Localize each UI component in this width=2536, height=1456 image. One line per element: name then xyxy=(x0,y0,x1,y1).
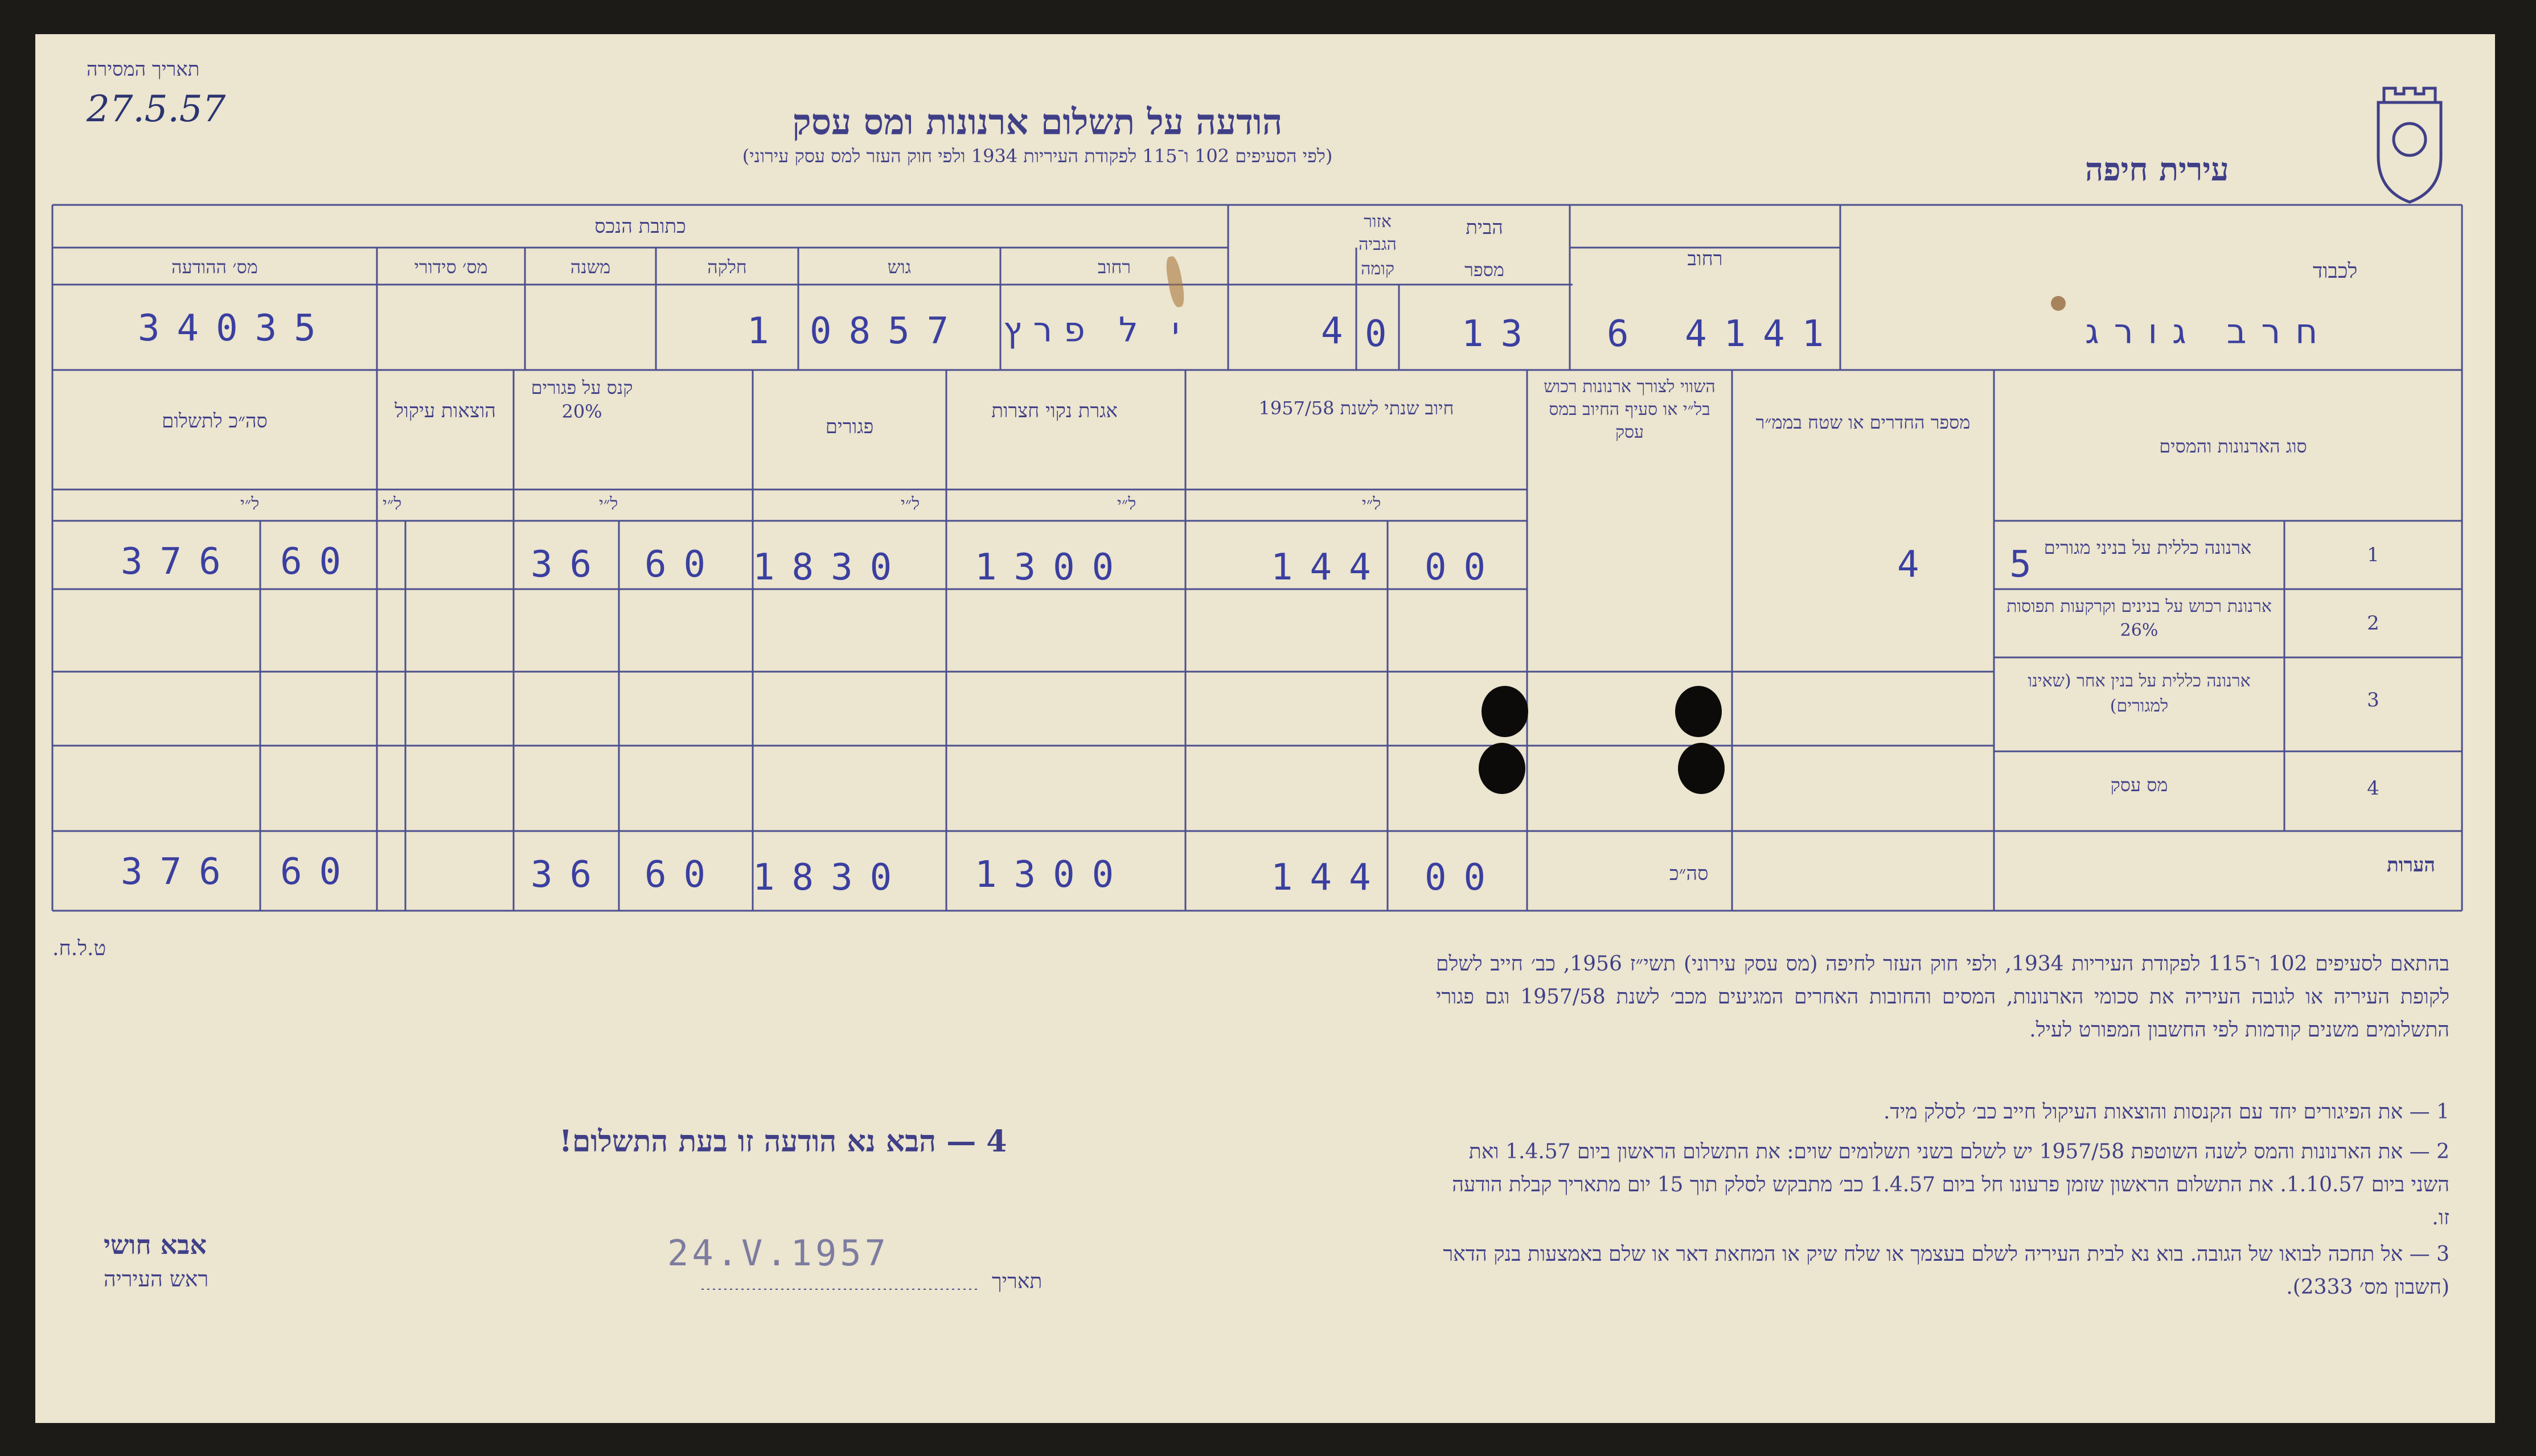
zone-value: 4 xyxy=(1321,310,1360,352)
notice-no-label: מס׳ ההודעה xyxy=(171,256,258,278)
punch-hole xyxy=(1482,686,1528,737)
row1-total-lp: 376 xyxy=(121,541,238,583)
punch-hole xyxy=(1479,743,1525,794)
addressee-street-label: רחוב xyxy=(1687,248,1723,270)
col-cleaning-label: אגרת נקוי חצרות xyxy=(991,400,1118,422)
floor-label: קומה xyxy=(1361,259,1394,279)
col-costs-label: הוצאות עיקול xyxy=(395,400,496,422)
row1-fine-lp: 36 xyxy=(531,544,609,586)
row-number: 3 xyxy=(2367,689,2379,711)
row-number: 2 xyxy=(2367,612,2379,635)
municipality-name: עירית חיפה xyxy=(2085,151,2229,188)
col-type-label: סוג הארנונות והמסים xyxy=(2159,435,2307,457)
row1-annual-lp: 144 xyxy=(1271,546,1388,589)
row1-fine-ag: 60 xyxy=(645,544,723,586)
instruction-1: 1 — את הפיגורים יחד עם הקנסות והוצאות העיקול חייב כב׳ לסלק מיד. xyxy=(1883,1100,2449,1124)
parcel-value: 1 xyxy=(747,310,786,352)
zone-label: אזור הגביה xyxy=(1359,212,1397,254)
sub-label: משנה xyxy=(570,256,611,278)
col-fine-label: קנס על פגורים 20% xyxy=(531,377,633,422)
col-arrears-label: פגורים xyxy=(825,416,874,438)
total-fine-lp: 36 xyxy=(531,854,609,896)
row-label: ארנונה כללית על בניני מגורים xyxy=(2043,537,2252,558)
page-subtitle: (לפי הסעיפים 102 ו־115 לפקודת העיריות 1934 ולפי חוק העזר למס עסק עירוני) xyxy=(742,145,1333,167)
currency-label: ל״י xyxy=(1117,494,1136,514)
instruction-2: 2 — את הארנונות והמס לשנה השוטפת 1957/58 יש לשלם בשני תשלומים שוים: את התשלום הראשון ביום 1.4.57 ואת השני ביום 1.10.57. את התשלום הראשון שזמן פרעונו חל ביום 1.4.57 כב׳ מתבקש לסלק תוך 15 יום מתאריך קבלת הודעה זו. xyxy=(1452,1140,2449,1229)
row1-annual-ag: 00 xyxy=(1425,546,1503,589)
row-label: ארנונה כללית על בנין אחר (שאינו למגורים) xyxy=(2028,671,2251,716)
row1-cleaning: 1300 xyxy=(975,546,1131,589)
notes-label: הערות xyxy=(2387,854,2435,877)
block-value: 0857 xyxy=(810,310,966,352)
currency-label: ל״י xyxy=(383,494,402,514)
notice-no-value: 34035 xyxy=(138,307,333,349)
property-street-value: י ל פרץ xyxy=(1003,310,1191,350)
clerk-initials: ט.ל.ח. xyxy=(52,937,106,960)
to-label: לכבוד xyxy=(2313,260,2358,283)
delivery-date-label: תאריך המסירה xyxy=(87,58,200,81)
addressee-street-value: 6 4141 xyxy=(1607,313,1841,355)
row-number: 4 xyxy=(2367,777,2379,800)
mayor-name: אבא חושי xyxy=(104,1229,207,1260)
col-total-label: סה״כ לתשלום xyxy=(162,410,268,433)
property-address-heading: כתובת הנכס xyxy=(594,215,686,238)
total-arrears: 1830 xyxy=(753,857,909,899)
serial-label: מס׳ סידורי xyxy=(414,256,488,278)
number-label: מספר xyxy=(1464,259,1504,281)
total-annual-lp: 144 xyxy=(1271,857,1388,899)
sum-label: סה״כ xyxy=(1669,862,1709,885)
page-title: הודעה על תשלום ארנונות ומס עסק xyxy=(792,101,1283,143)
delivery-date-value: 27.5.57 xyxy=(87,88,226,130)
punch-hole xyxy=(1678,743,1725,794)
row1-arrears: 1830 xyxy=(753,546,909,589)
floor-value: 0 xyxy=(1365,313,1404,355)
col-annual-label: חיוב שנתי לשנת 1957/58 xyxy=(1258,397,1454,419)
addressee-name: חרב גורג xyxy=(2085,312,2333,352)
total-total-ag: 60 xyxy=(280,851,359,893)
rust-stain xyxy=(2051,296,2066,311)
tax-notice-document xyxy=(35,34,2495,1423)
currency-label: ל״י xyxy=(901,494,920,514)
house-heading: הבית xyxy=(1466,216,1503,239)
block-label: גוש xyxy=(887,256,912,278)
row-label: ארנונת רכוש על בנינים וקרקעות תפוסות 26% xyxy=(2006,597,2272,640)
instructions-intro: בהתאם לסעיפים 102 ו־115 לפקודת העיריות 1934, ולפי חוק העזר לחיפה (מס עסק עירוני) תשי״ז 1956, כב׳ חייב לשלם לקופת העיריה או לגובה העיריה את סכומי הארנונות, המסים והחובות האחרים המגיעים מכב׳ לשנת 1957/58 וגם פגורי התשלומים משנים קודמות לפי החשבון המפורט לעיל. xyxy=(1436,952,2449,1042)
mayor-title: ראש העיריה xyxy=(104,1266,209,1292)
date-label: תאריך xyxy=(992,1270,1043,1293)
bring-notice-instruction: 4 — הבא נא הודעה זו בעת התשלום! xyxy=(559,1124,1007,1159)
col-value-label: השווי לצורך ארנונות רכוש בל״י או סעיף החיוב במס עסק xyxy=(1544,377,1716,442)
currency-label: ל״י xyxy=(1362,494,1381,514)
row-label: מס עסק xyxy=(2110,774,2168,796)
total-total-lp: 376 xyxy=(121,851,238,893)
date-stamp: 24.V.1957 xyxy=(667,1232,889,1274)
instruction-3: 3 — אל תחכה לבואו של הגובה. בוא נא לבית העיריה לשלם בעצמך או שלח שיק או המחאת דאר או שלם באמצעות בנק הדאר (חשבון מס׳ 2333). xyxy=(1443,1243,2449,1299)
house-number-value: 13 xyxy=(1462,313,1540,355)
property-street-label: רחוב xyxy=(1097,256,1131,278)
punch-hole xyxy=(1675,686,1722,737)
total-cleaning: 1300 xyxy=(975,854,1131,896)
currency-label: ל״י xyxy=(599,494,618,514)
row1-rooms: 4 5 xyxy=(1897,544,2066,586)
total-annual-ag: 00 xyxy=(1425,857,1503,899)
parcel-label: חלקה xyxy=(707,256,747,278)
total-fine-ag: 60 xyxy=(645,854,723,896)
currency-label: ל״י xyxy=(240,494,260,514)
row1-total-ag: 60 xyxy=(280,541,359,583)
row-number: 1 xyxy=(2367,544,2379,566)
col-rooms-label: מספר החדרים או שטח בממ״ר xyxy=(1755,412,1971,433)
